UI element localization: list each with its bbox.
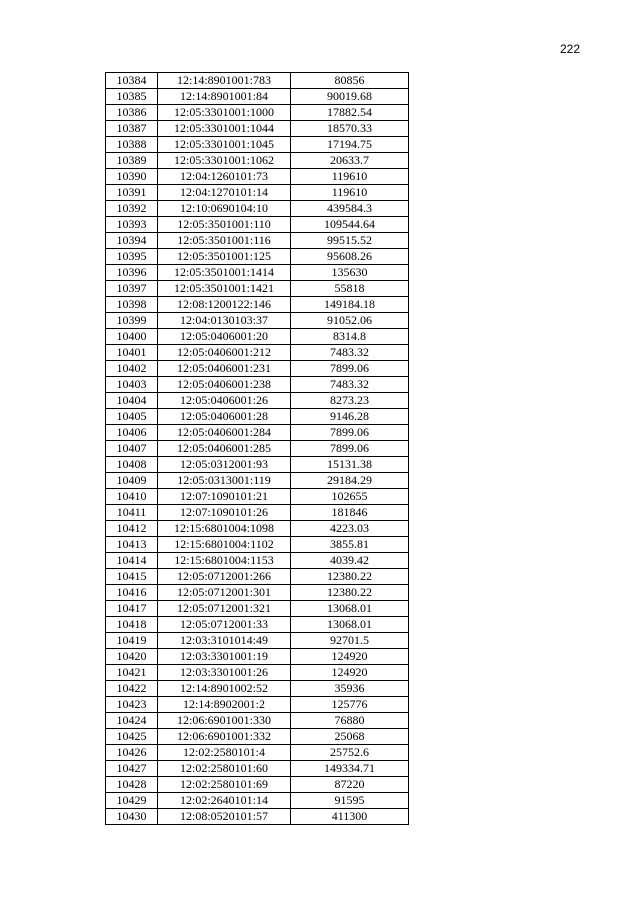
cadastral-number-cell: 12:05:0406001:231	[158, 361, 291, 377]
table-row	[106, 217, 409, 233]
cadastral-number-cell: 12:05:0712001:33	[158, 617, 291, 633]
cadastral-number-cell: 12:03:3301001:19	[158, 649, 291, 665]
value-cell: 99515.52	[291, 233, 409, 249]
value-cell: 25752.6	[291, 745, 409, 761]
value-cell: 7483.32	[291, 377, 409, 393]
table-row	[106, 601, 409, 617]
cadastral-number-cell: 12:07:1090101:26	[158, 505, 291, 521]
row-number-cell: 10395	[106, 249, 158, 265]
cadastral-number-cell: 12:08:1200122:146	[158, 297, 291, 313]
cadastral-number-cell: 12:02:2580101:60	[158, 761, 291, 777]
cadastral-number-cell: 12:14:8901001:783	[158, 73, 291, 89]
table-body	[106, 73, 409, 825]
row-number-cell: 10384	[106, 73, 158, 89]
cadastral-number-cell: 12:05:3301001:1045	[158, 137, 291, 153]
cadastral-number-cell: 12:05:0406001:212	[158, 345, 291, 361]
cadastral-number-cell: 12:05:0712001:301	[158, 585, 291, 601]
table-row	[106, 185, 409, 201]
cadastral-number-cell: 12:04:1270101:14	[158, 185, 291, 201]
value-cell: 4039.42	[291, 553, 409, 569]
cadastral-number-cell: 12:14:8901001:84	[158, 89, 291, 105]
value-cell: 8314.8	[291, 329, 409, 345]
value-cell: 13068.01	[291, 601, 409, 617]
cadastral-number-cell: 12:05:3501001:1414	[158, 265, 291, 281]
row-number-cell: 10418	[106, 617, 158, 633]
cadastral-number-cell: 12:05:0712001:321	[158, 601, 291, 617]
table-row	[106, 313, 409, 329]
value-cell: 8273.23	[291, 393, 409, 409]
cadastral-number-cell: 12:05:0712001:266	[158, 569, 291, 585]
table-row	[106, 265, 409, 281]
cadastral-number-cell: 12:14:8902001:2	[158, 697, 291, 713]
table-row	[106, 361, 409, 377]
table-row	[106, 649, 409, 665]
value-cell: 76880	[291, 713, 409, 729]
table-row	[106, 457, 409, 473]
row-number-cell: 10387	[106, 121, 158, 137]
row-number-cell: 10415	[106, 569, 158, 585]
row-number-cell: 10419	[106, 633, 158, 649]
table-row	[106, 745, 409, 761]
table-row	[106, 297, 409, 313]
value-cell: 3855.81	[291, 537, 409, 553]
value-cell: 9146.28	[291, 409, 409, 425]
table-row	[106, 585, 409, 601]
row-number-cell: 10421	[106, 665, 158, 681]
table-row	[106, 105, 409, 121]
cadastral-number-cell: 12:05:3501001:125	[158, 249, 291, 265]
value-cell: 119610	[291, 185, 409, 201]
value-cell: 87220	[291, 777, 409, 793]
row-number-cell: 10429	[106, 793, 158, 809]
table-row	[106, 153, 409, 169]
cadastral-number-cell: 12:05:3301001:1044	[158, 121, 291, 137]
value-cell: 15131.38	[291, 457, 409, 473]
row-number-cell: 10386	[106, 105, 158, 121]
row-number-cell: 10391	[106, 185, 158, 201]
row-number-cell: 10403	[106, 377, 158, 393]
cadastral-number-cell: 12:05:3301001:1000	[158, 105, 291, 121]
cadastral-number-cell: 12:02:2580101:69	[158, 777, 291, 793]
row-number-cell: 10385	[106, 89, 158, 105]
table-row	[106, 249, 409, 265]
row-number-cell: 10405	[106, 409, 158, 425]
row-number-cell: 10399	[106, 313, 158, 329]
value-cell: 109544.64	[291, 217, 409, 233]
table-row	[106, 761, 409, 777]
table-row	[106, 473, 409, 489]
value-cell: 20633.7	[291, 153, 409, 169]
value-cell: 25068	[291, 729, 409, 745]
table-row	[106, 393, 409, 409]
value-cell: 135630	[291, 265, 409, 281]
value-cell: 17194.75	[291, 137, 409, 153]
cadastral-number-cell: 12:15:6801004:1153	[158, 553, 291, 569]
cadastral-number-cell: 12:03:3301001:26	[158, 665, 291, 681]
cadastral-number-cell: 12:05:3301001:1062	[158, 153, 291, 169]
cadastral-number-cell: 12:06:6901001:332	[158, 729, 291, 745]
row-number-cell: 10394	[106, 233, 158, 249]
table-row	[106, 329, 409, 345]
value-cell: 91052.06	[291, 313, 409, 329]
row-number-cell: 10398	[106, 297, 158, 313]
row-number-cell: 10401	[106, 345, 158, 361]
row-number-cell: 10407	[106, 441, 158, 457]
row-number-cell: 10400	[106, 329, 158, 345]
cadastral-number-cell: 12:05:0406001:26	[158, 393, 291, 409]
value-cell: 124920	[291, 649, 409, 665]
cadastral-number-cell: 12:02:2640101:14	[158, 793, 291, 809]
table-row	[106, 553, 409, 569]
value-cell: 92701.5	[291, 633, 409, 649]
value-cell: 124920	[291, 665, 409, 681]
table-row	[106, 729, 409, 745]
cadastral-number-cell: 12:15:6801004:1098	[158, 521, 291, 537]
table-row	[106, 489, 409, 505]
value-cell: 439584.3	[291, 201, 409, 217]
row-number-cell: 10388	[106, 137, 158, 153]
table-row	[106, 809, 409, 825]
value-cell: 12380.22	[291, 569, 409, 585]
value-cell: 95608.26	[291, 249, 409, 265]
table-row	[106, 233, 409, 249]
table-row	[106, 425, 409, 441]
row-number-cell: 10392	[106, 201, 158, 217]
row-number-cell: 10428	[106, 777, 158, 793]
page-number: 222	[559, 42, 580, 56]
value-cell: 7899.06	[291, 361, 409, 377]
cadastral-number-cell: 12:05:0406001:238	[158, 377, 291, 393]
value-cell: 119610	[291, 169, 409, 185]
cadastral-number-cell: 12:03:3101014:49	[158, 633, 291, 649]
cadastral-number-cell: 12:05:0406001:285	[158, 441, 291, 457]
value-cell: 102655	[291, 489, 409, 505]
table-row	[106, 713, 409, 729]
value-cell: 91595	[291, 793, 409, 809]
row-number-cell: 10409	[106, 473, 158, 489]
row-number-cell: 10420	[106, 649, 158, 665]
cadastral-number-cell: 12:04:1260101:73	[158, 169, 291, 185]
row-number-cell: 10413	[106, 537, 158, 553]
table-row	[106, 201, 409, 217]
row-number-cell: 10424	[106, 713, 158, 729]
table-row	[106, 697, 409, 713]
cadastral-number-cell: 12:08:0520101:57	[158, 809, 291, 825]
cadastral-number-cell: 12:05:0406001:284	[158, 425, 291, 441]
value-cell: 7899.06	[291, 425, 409, 441]
table-row	[106, 569, 409, 585]
row-number-cell: 10412	[106, 521, 158, 537]
cadastral-number-cell: 12:05:0406001:28	[158, 409, 291, 425]
row-number-cell: 10410	[106, 489, 158, 505]
table-row	[106, 121, 409, 137]
cadastral-number-cell: 12:06:6901001:330	[158, 713, 291, 729]
value-cell: 55818	[291, 281, 409, 297]
value-cell: 12380.22	[291, 585, 409, 601]
table-row	[106, 537, 409, 553]
table-row	[106, 137, 409, 153]
value-cell: 149184.18	[291, 297, 409, 313]
value-cell: 35936	[291, 681, 409, 697]
value-cell: 125776	[291, 697, 409, 713]
table-row	[106, 169, 409, 185]
table-row	[106, 633, 409, 649]
cadastral-number-cell: 12:07:1090101:21	[158, 489, 291, 505]
row-number-cell: 10427	[106, 761, 158, 777]
row-number-cell: 10425	[106, 729, 158, 745]
row-number-cell: 10396	[106, 265, 158, 281]
table-row	[106, 505, 409, 521]
value-cell: 29184.29	[291, 473, 409, 489]
row-number-cell: 10390	[106, 169, 158, 185]
value-cell: 411300	[291, 809, 409, 825]
row-number-cell: 10414	[106, 553, 158, 569]
cadastral-number-cell: 12:04:0130103:37	[158, 313, 291, 329]
row-number-cell: 10411	[106, 505, 158, 521]
table-row	[106, 521, 409, 537]
table-row	[106, 73, 409, 89]
cadastral-number-cell: 12:02:2580101:4	[158, 745, 291, 761]
table-row	[106, 665, 409, 681]
row-number-cell: 10426	[106, 745, 158, 761]
table-row	[106, 441, 409, 457]
data-table	[105, 72, 409, 825]
table-row	[106, 89, 409, 105]
row-number-cell: 10416	[106, 585, 158, 601]
value-cell: 4223.03	[291, 521, 409, 537]
table-row	[106, 681, 409, 697]
table-row	[106, 617, 409, 633]
table-row	[106, 409, 409, 425]
row-number-cell: 10393	[106, 217, 158, 233]
table-row	[106, 345, 409, 361]
row-number-cell: 10402	[106, 361, 158, 377]
value-cell: 80856	[291, 73, 409, 89]
table-row	[106, 777, 409, 793]
row-number-cell: 10422	[106, 681, 158, 697]
cadastral-number-cell: 12:05:0406001:20	[158, 329, 291, 345]
row-number-cell: 10404	[106, 393, 158, 409]
row-number-cell: 10417	[106, 601, 158, 617]
cadastral-number-cell: 12:05:3501001:110	[158, 217, 291, 233]
cadastral-number-cell: 12:05:0313001:119	[158, 473, 291, 489]
row-number-cell: 10397	[106, 281, 158, 297]
table-row	[106, 377, 409, 393]
value-cell: 90019.68	[291, 89, 409, 105]
cadastral-number-cell: 12:05:3501001:116	[158, 233, 291, 249]
value-cell: 7899.06	[291, 441, 409, 457]
value-cell: 181846	[291, 505, 409, 521]
cadastral-number-cell: 12:05:0312001:93	[158, 457, 291, 473]
value-cell: 149334.71	[291, 761, 409, 777]
value-cell: 17882.54	[291, 105, 409, 121]
table-row	[106, 793, 409, 809]
cadastral-number-cell: 12:15:6801004:1102	[158, 537, 291, 553]
cadastral-number-cell: 12:14:8901002:52	[158, 681, 291, 697]
value-cell: 7483.32	[291, 345, 409, 361]
cadastral-number-cell: 12:05:3501001:1421	[158, 281, 291, 297]
value-cell: 13068.01	[291, 617, 409, 633]
row-number-cell: 10423	[106, 697, 158, 713]
row-number-cell: 10408	[106, 457, 158, 473]
cadastral-number-cell: 12:10:0690104:10	[158, 201, 291, 217]
value-cell: 18570.33	[291, 121, 409, 137]
table-row	[106, 281, 409, 297]
row-number-cell: 10406	[106, 425, 158, 441]
row-number-cell: 10389	[106, 153, 158, 169]
row-number-cell: 10430	[106, 809, 158, 825]
